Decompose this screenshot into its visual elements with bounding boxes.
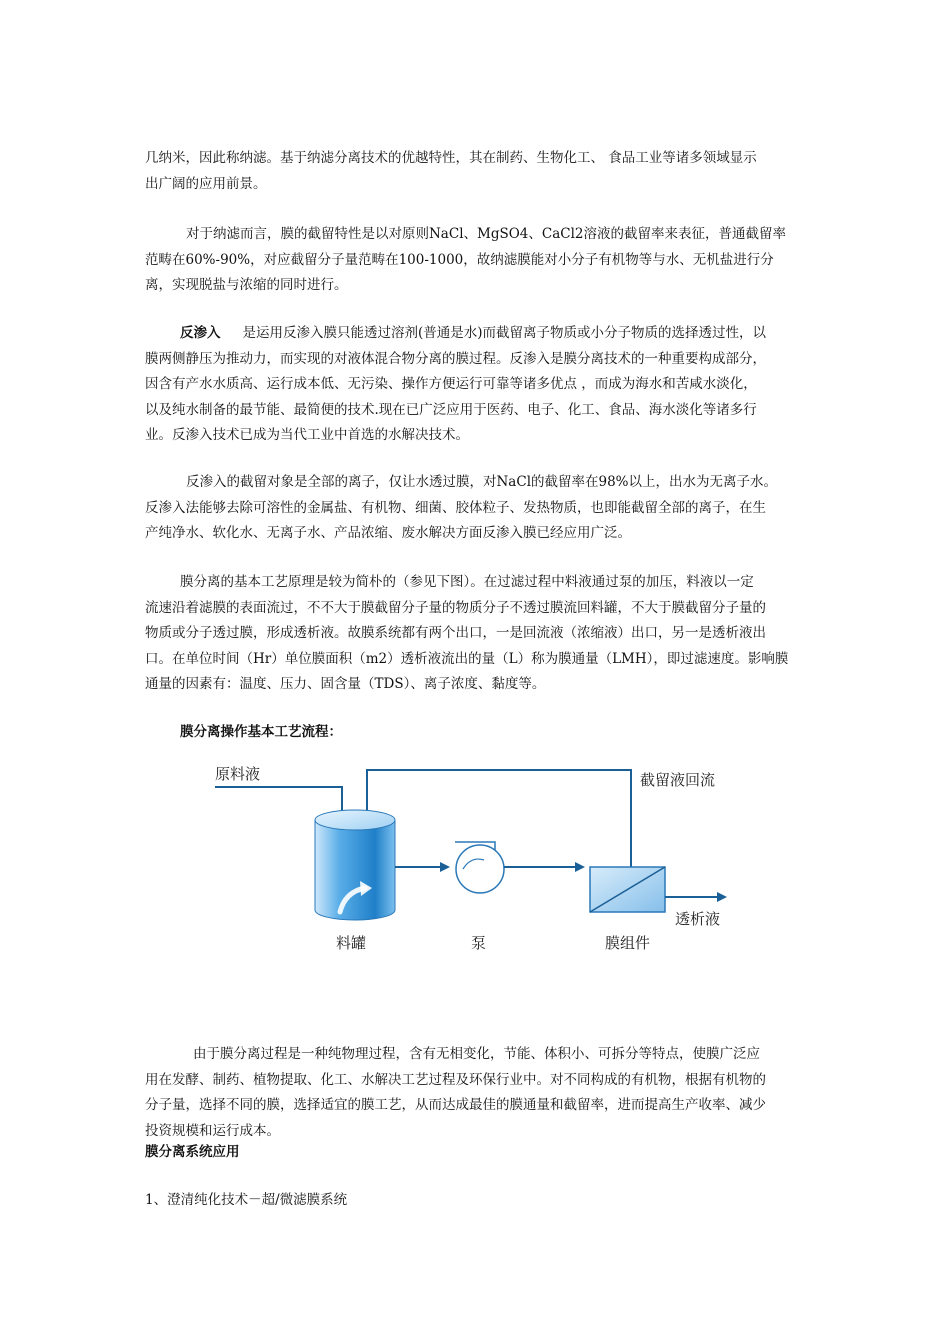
pump-icon: [455, 842, 504, 893]
text-line: 由于膜分离过程是一种纯物理过程，含有无相变化，节能、体积小、可拆分等特点，使膜广泛应: [193, 1046, 760, 1062]
text-line: 口。在单位时间（Hr）单位膜面积（m2）透析液流出的量（L）称为膜通量（LMH），即过滤速度。影响膜: [145, 650, 789, 667]
list-item-clarification: 1、澄清纯化技术－超/微滤膜系统: [145, 1192, 348, 1208]
flow-heading: 膜分离操作基本工艺流程：: [180, 724, 342, 740]
paragraph-membrane-applications: [145, 1042, 805, 1144]
module-label: 膜组件: [605, 934, 651, 952]
paragraph-reverse-osmosis: [145, 321, 805, 449]
text-line: 对于纳滤而言，膜的截留特性是以对原则NaCl、MgSO4、CaCl2溶液的截留率来表征，普通截留率: [186, 226, 786, 242]
text-line: 流速沿着滤膜的表面流过，不不大于膜截留分子量的物质分子不透过膜流回料罐，不大于膜截留分子量的: [145, 599, 766, 616]
text-line: 分子量，选择不同的膜，选择适宜的膜工艺，从而达成最佳的膜通量和截留率，进而提高生产收率、减少: [145, 1097, 766, 1113]
permeate-label: 透析液: [675, 910, 721, 928]
paragraph-ro-retention: [145, 470, 805, 547]
text-line: 因含有产水水质高、运行成本低、无污染、操作方便运行可靠等诸多优点 ，而成为海水和苦咸水淡化，: [145, 376, 757, 392]
process-flow-diagram: [205, 752, 745, 962]
text-line: 投资规模和运行成本。: [145, 1122, 280, 1139]
text-line: 出广阔的应用前景。: [145, 175, 267, 192]
membrane-module: [590, 867, 665, 912]
tank-label: 料罐: [336, 934, 367, 952]
feed-tank: [315, 810, 395, 920]
text-line: 膜分离的基本工艺原理是较为简朴的（参见下图）。在过滤过程中料液通过泵的加压，料液以一定: [180, 574, 754, 590]
text-line: 几纳米，因此称纳滤。基于纳滤分离技术的优越特性，其在制药、生物化工、 食品工业等诸多领域显示: [145, 150, 757, 166]
text-line: 膜两侧静压为推动力，而实现的对液体混合物分离的膜过程。反渗入是膜分离技术的一种重要构成部分，: [145, 350, 766, 367]
text-line: 物质或分子透过膜，形成透析液。故膜系统都有两个出口，一是回流液（浓缩液）出口，另一是透析液出: [145, 625, 766, 641]
text-line: 范畴在60%-90%，对应截留分子量范畴在100-1000，故纳滤膜能对小分子有机物等与水、无机盐进行分: [145, 251, 774, 268]
term-reverse-osmosis: 反渗入: [180, 325, 221, 341]
recycle-line: [367, 770, 631, 867]
text-line: 以及纯水制备的最节能、最简便的技术.现在已广泛应用于医药、电子、化工、食品、海水淡化等诸多行: [145, 401, 757, 418]
paragraph-nanofiltration-retention: [145, 222, 805, 299]
text-line: 业。反渗入技术已成为当代工业中首选的水解决技术。: [145, 427, 469, 443]
text-line: 通量的因素有：温度、压力、固含量（TDS）、离子浓度、黏度等。: [145, 676, 546, 692]
text-line: [145, 321, 805, 347]
text-line: 反渗入的截留对象是全部的离子，仅让水透过膜，对NaCl的截留率在98%以上，出水为无离子水。: [186, 474, 778, 490]
paragraph-basic-principle: [145, 570, 805, 698]
text-line: 反渗入法能够去除可溶性的金属盐、有机物、细菌、胶体粒子、发热物质，也即能截留全部的离子，在生: [145, 499, 766, 516]
pump-label: 泵: [471, 934, 487, 952]
paragraph-nanofiltration-intro: [145, 146, 805, 197]
recycle-label: 截留液回流: [640, 771, 716, 789]
text-line: 用在发酵、制药、植物提取、化工、水解决工艺过程及环保行业中。对不同构成的有机物，根据有机物的: [145, 1071, 766, 1088]
text-fragment: 是运用反渗入膜只能透过溶剂(普通是水)而截留离子物质或小分子物质的选择透过性，以: [242, 325, 767, 341]
feed-label: 原料液: [215, 765, 261, 783]
applications-heading: 膜分离系统应用: [145, 1144, 240, 1160]
text-line: 离，实现脱盐与浓缩的同时进行。: [145, 277, 348, 293]
text-line: 产纯净水、软化水、无离子水、产品浓缩、废水解决方面反渗入膜已经应用广泛。: [145, 525, 631, 541]
